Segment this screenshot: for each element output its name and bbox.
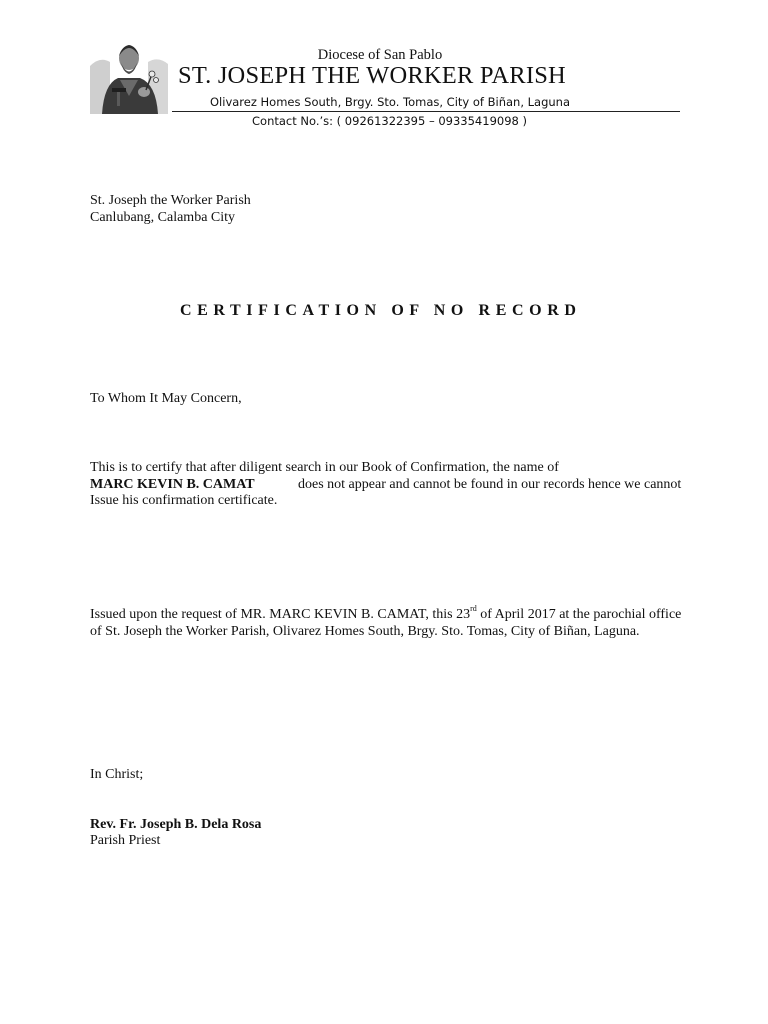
issued-line-1-end: of April 2017 at the parochial office	[476, 607, 682, 622]
issued-line-1	[90, 604, 682, 624]
certificate-title: CERTIFICATION OF NO RECORD	[180, 302, 582, 319]
saint-joseph-image	[90, 36, 168, 114]
salutation: To Whom It May Concern,	[90, 391, 242, 406]
certification-line-2-text: does not appear and cannot be found in our records hence we cannot	[298, 476, 682, 492]
certification-line-3: Issue his confirmation certificate.	[90, 493, 278, 508]
ordinal-suffix: rd	[470, 604, 477, 614]
issued-line-1-start: Issued upon the request of MR. MARC KEVIN B. CAMAT, this 23	[90, 607, 471, 622]
subject-name: MARC KEVIN B. CAMAT	[90, 476, 255, 492]
parish-title: ST. JOSEPH THE WORKER PARISH	[178, 62, 566, 89]
issued-line-2: of St. Joseph the Worker Parish, Olivarez Homes South, Brgy. Sto. Tomas, City of Biñan, Laguna.	[90, 623, 640, 639]
addressee-block	[90, 193, 251, 226]
diocese-name: Diocese of San Pablo	[317, 47, 443, 63]
contact-numbers: Contact No.’s: ( 09261322395 – 09335419098 )	[252, 114, 527, 128]
certification-line-1: This is to certify that after diligent search in our Book of Confirmation, the name of	[90, 460, 559, 475]
signatory-name: Rev. Fr. Joseph B. Dela Rosa	[90, 817, 262, 832]
issued-paragraph	[90, 604, 682, 640]
certification-paragraph	[90, 460, 681, 510]
header-divider	[172, 111, 680, 112]
addressee-line-1: St. Joseph the Worker Parish	[90, 193, 251, 208]
addressee-line-2: Canlubang, Calamba City	[90, 209, 236, 225]
signatory-title: Parish Priest	[90, 833, 161, 848]
closing: In Christ;	[90, 767, 144, 782]
parish-address: Olivarez Homes South, Brgy. Sto. Tomas, City of Biñan, Laguna	[210, 95, 571, 109]
certification-line-2	[90, 477, 681, 494]
